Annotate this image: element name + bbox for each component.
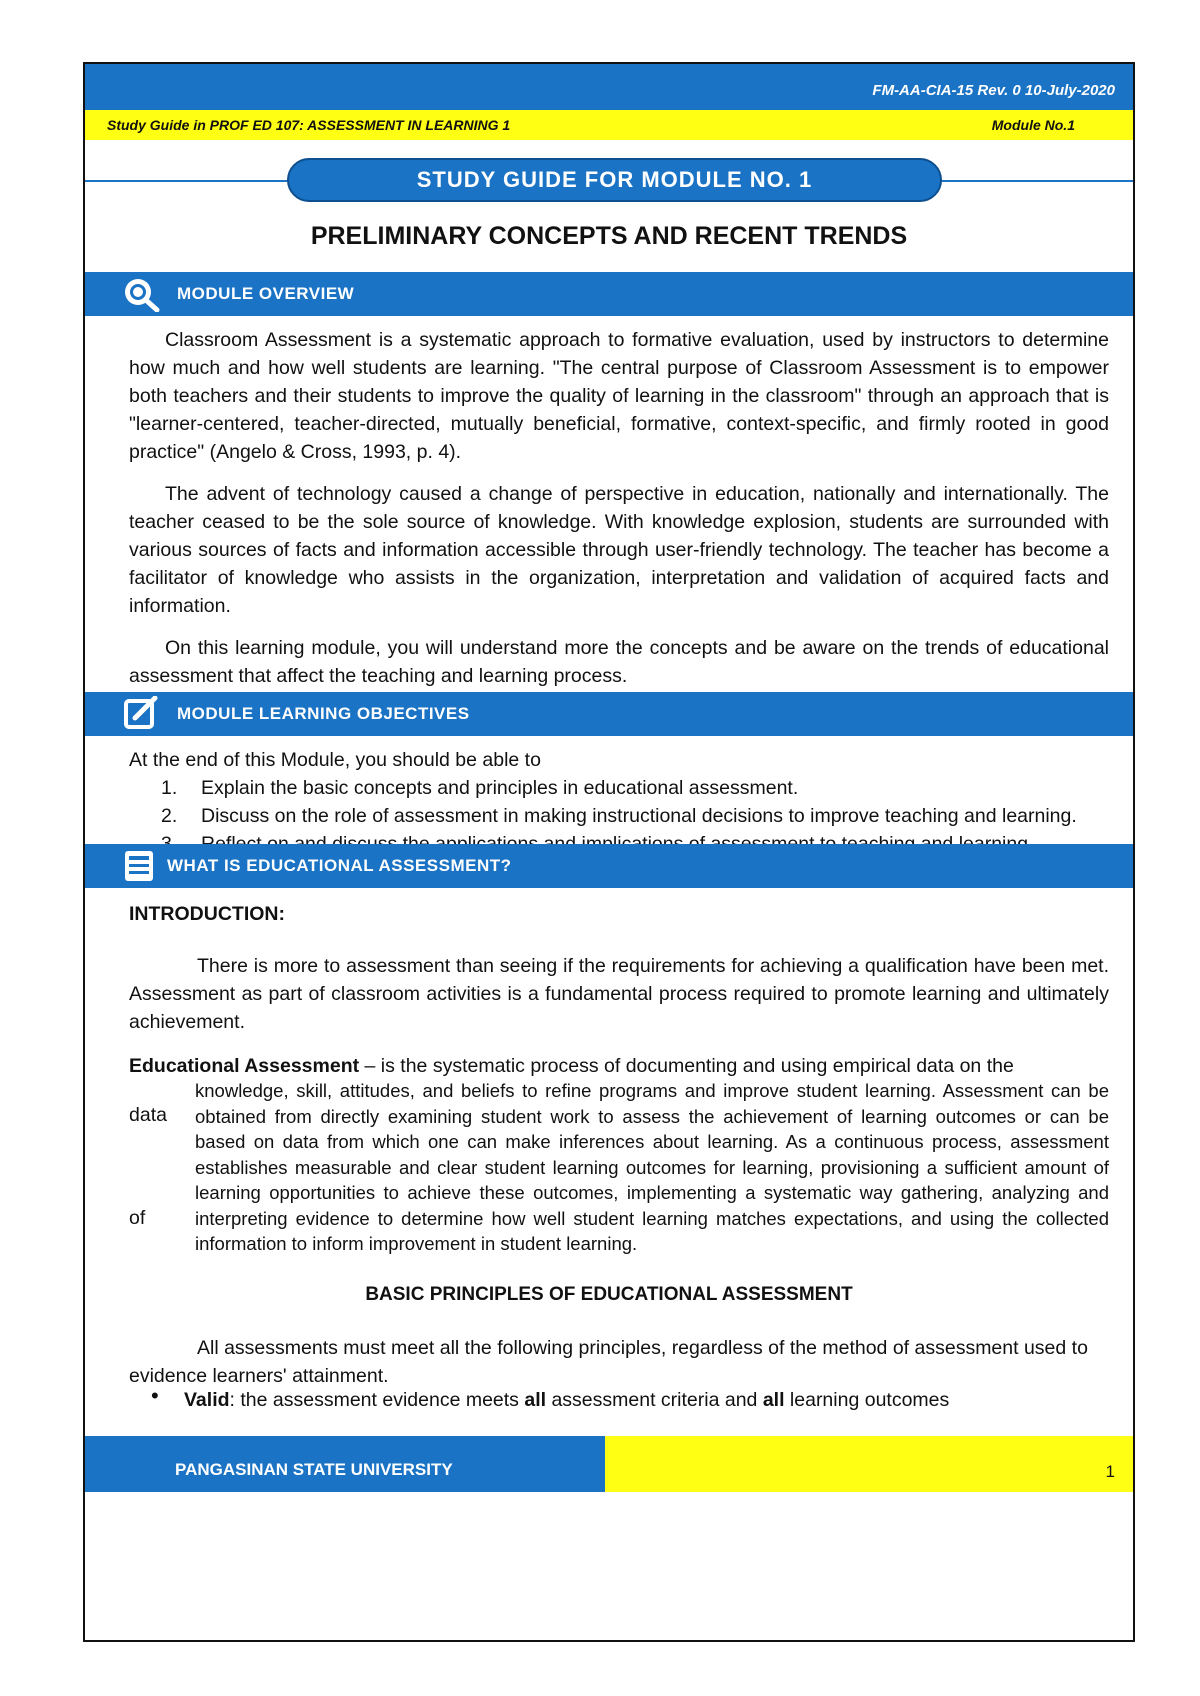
overview-paragraph-3: On this learning module, you will understand more the concepts and be aware on the trends of educational assessment that affect the teaching and learning process. <box>129 637 1109 687</box>
footer-university-bar <box>85 1436 605 1492</box>
definition-term: Educational Assessment <box>129 1055 360 1077</box>
overview-paragraph-1: Classroom Assessment is a systematic approach to formative evaluation, used by instructors to determine how much and how well students are learning. "The central purpose of Classroom Assessment is to empower both teachers and their students to improve the quality of learning in the classroom" through an approach that is "learner-centered, teacher-directed, mutually beneficial, formative, context-specific, and firmly rooted in good practice" (Angelo & Cross, 1993, p. 4). <box>129 329 1109 463</box>
header-course-bar <box>85 110 1133 140</box>
definition-side-word-of: of <box>129 1207 146 1229</box>
page-title: PRELIMINARY CONCEPTS AND RECENT TRENDS <box>310 222 908 250</box>
page-frame <box>83 62 1135 1642</box>
section-assessment <box>85 844 1133 888</box>
principle-bullet-valid: • Valid: the assessment evidence meets all assessment criteria and all learning outcomes <box>151 1383 950 1411</box>
section-assessment-heading: WHAT IS EDUCATIONAL ASSESSMENT? <box>167 856 512 875</box>
university-name: PANGASINAN STATE UNIVERSITY <box>175 1460 453 1479</box>
definition-body: knowledge, skill, attitudes, and beliefs to refine programs and improve student learning. Assessment can be obtained from directly examining student work to assess the achievement of learning outcomes or can be based on data from which one can make inferences about learning. As a continuous process, assessment establishes measurable and clear student learning outcomes for learning, provisioning a sufficient amount of learning opportunities to achieve these outcomes, implementing a systematic way gathering, analyzing and interpreting evidence to determine how well student learning matches expectations, and using the collected information to inform improvement in student learning. <box>195 1080 1109 1254</box>
section-objectives <box>85 692 1133 736</box>
principles-intro: All assessments must meet all the following principles, regardless of the method of assessment used to evidence learners' attainment. <box>129 1337 1088 1387</box>
list-item: 1. Explain the basic concepts and principles in educational assessment. <box>161 777 799 799</box>
section-objectives-heading: MODULE LEARNING OBJECTIVES <box>177 704 470 723</box>
banner-line-left <box>85 180 289 182</box>
form-code: FM-AA-CIA-15 Rev. 0 10-July-2020 <box>872 82 1115 99</box>
search-icon <box>121 276 161 312</box>
introduction-label: INTRODUCTION: <box>129 903 285 925</box>
introduction-paragraph: There is more to assessment than seeing if the requirements for achieving a qualification have been met. Assessment as part of classroom activities is a fundamental process required to promote learning and ultimately achievement. <box>129 955 1109 1033</box>
definition-side-word-data: data <box>129 1104 167 1126</box>
definition-first-line: Educational Assessment – is the systematic process of documenting and using empirical data on the <box>129 1055 1014 1077</box>
list-item: 2. Discuss on the role of assessment in making instructional decisions to improve teaching and learning. <box>161 805 1077 827</box>
page-number: 1 <box>1105 1462 1115 1481</box>
header-bar <box>85 64 1133 110</box>
objectives-intro: At the end of this Module, you should be able to <box>129 749 541 771</box>
overview-paragraph-2: The advent of technology caused a change of perspective in education, nationally and internationally. The teacher ceased to be the sole source of knowledge. With knowledge explosion, students are surrounded with various sources of facts and information accessible through user-friendly technology. The teacher has become a facilitator of knowledge who assists in the organization, interpretation and validation of acquired facts and information. <box>129 483 1109 617</box>
module-number: Module No.1 <box>991 117 1075 133</box>
section-overview <box>85 272 1133 316</box>
bullet-dot: • <box>151 1383 159 1408</box>
edit-icon <box>121 696 161 732</box>
banner-line-right <box>940 180 1133 182</box>
study-guide-banner: STUDY GUIDE FOR MODULE NO. 1 <box>287 158 942 202</box>
principles-heading: BASIC PRINCIPLES OF EDUCATIONAL ASSESSMENT <box>365 1284 853 1305</box>
course-title: Study Guide in PROF ED 107: ASSESSMENT IN LEARNING 1 <box>107 117 511 133</box>
section-overview-heading: MODULE OVERVIEW <box>177 284 355 303</box>
footer-page-bar <box>605 1436 1133 1492</box>
document-icon <box>119 848 159 884</box>
objectives-block <box>129 746 1109 858</box>
